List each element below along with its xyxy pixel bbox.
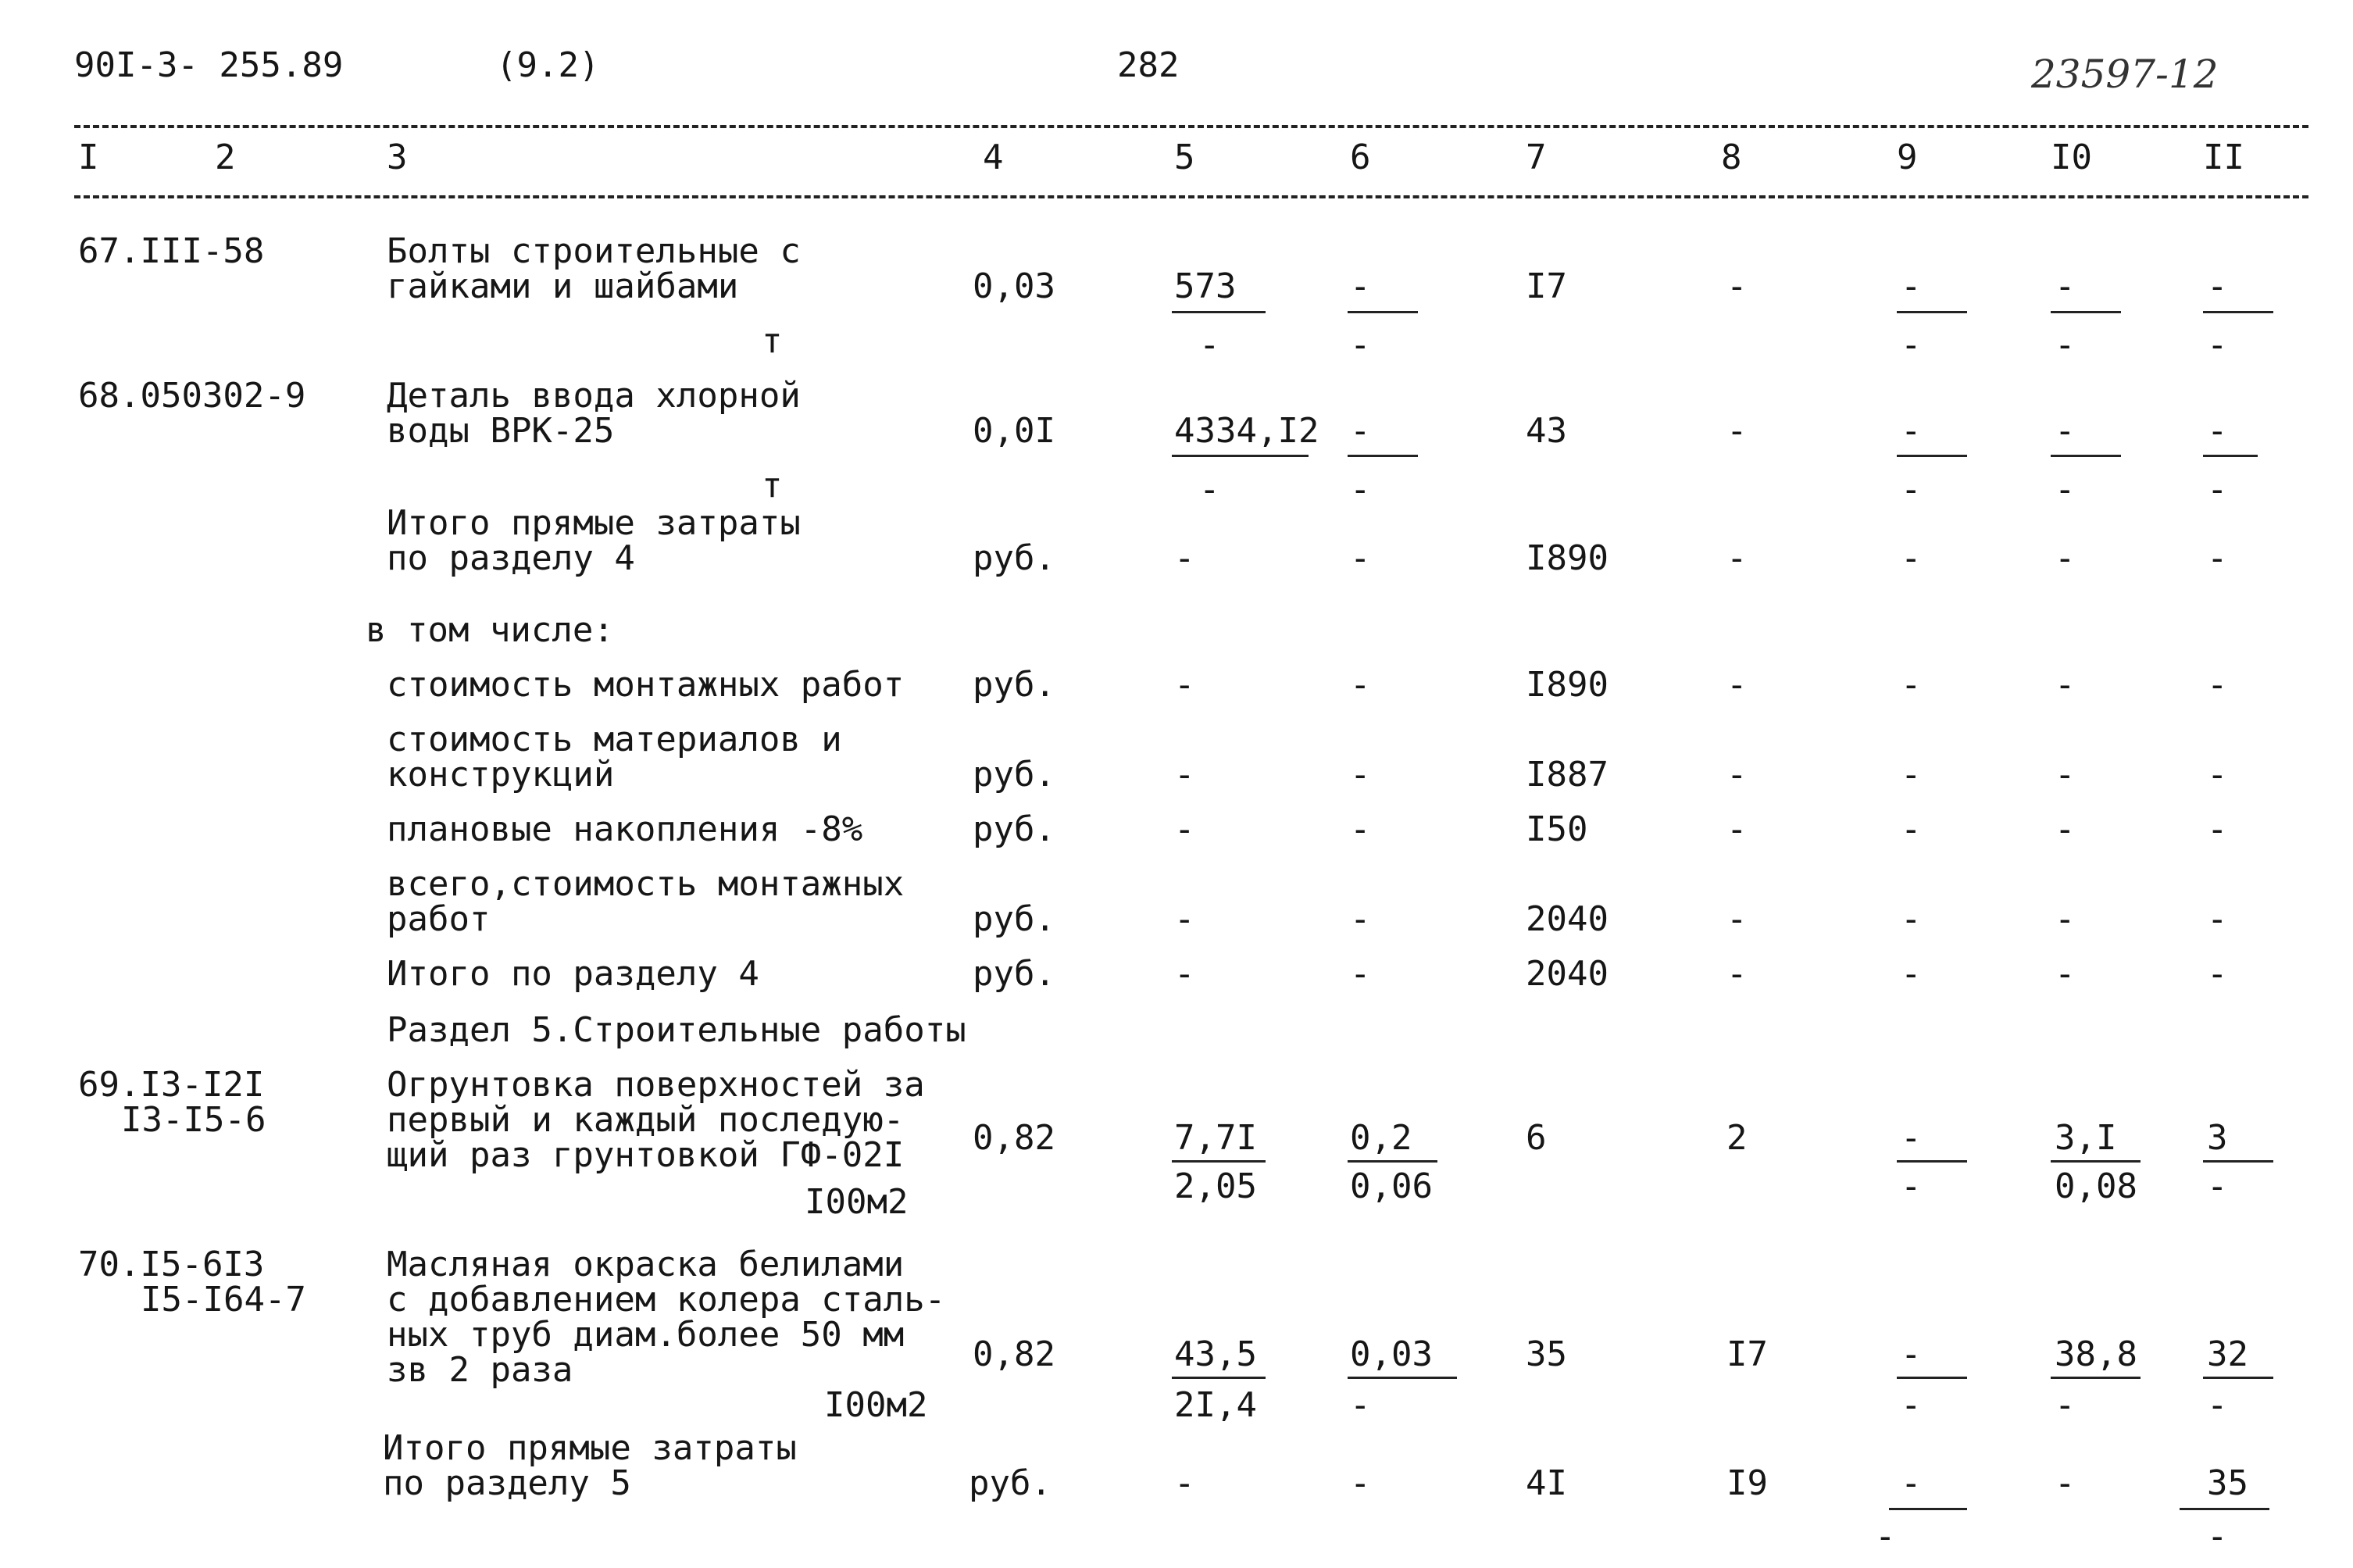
cell-col10: - [2055,266,2076,306]
cell-col6-sub: 0,06 [1350,1166,1433,1206]
handwritten-code: 23597-12 [2031,52,2219,97]
cell-col8: I9 [1726,1463,1768,1503]
cell-col6: - [1350,755,1371,795]
cell-col7: I890 [1526,538,1609,578]
row-code: I3-I5-6 [121,1100,266,1140]
cell-col5: 43,5 [1174,1334,1257,1374]
row-description: Масляная окраска белилами [387,1245,905,1284]
cell-underline [2180,1508,2269,1510]
col-header-9: 9 [1897,138,1918,177]
cell-col5-sub: 2,05 [1174,1166,1257,1206]
row-unit: т [762,466,783,505]
cell-col6: - [1350,899,1371,939]
cell-col6-sub: - [1350,325,1371,365]
cell-col6: - [1350,538,1371,578]
row-description: по разделу 5 [383,1463,631,1503]
row-description: первый и каждый последую- [387,1100,905,1140]
cell-col8: 2 [1726,1118,1748,1158]
row-description: с добавлением колера сталь- [387,1280,946,1320]
cell-col11: - [2207,411,2228,451]
cell-col11: - [2207,266,2228,306]
col-header-8: 8 [1721,138,1742,177]
row-unit: руб. [973,755,1055,795]
cell-col7: 2040 [1526,954,1609,994]
cell-col9: - [1901,954,1922,994]
document-number: 90I-3- 255.89 [74,45,344,85]
cell-col6-sub: - [1350,470,1371,509]
row-unit: I00м2 [824,1385,928,1425]
cell-col5-sub: 2I,4 [1174,1385,1257,1425]
cell-col9: - [1901,755,1922,795]
cell-col10: - [2055,809,2076,849]
cell-col5: - [1174,954,1195,994]
row-unit: руб. [973,665,1055,705]
cell-col8: I7 [1726,1334,1768,1374]
row-description: Болты строительные с [387,231,801,271]
row-quantity: 0,82 [973,1118,1055,1158]
cell-col8: - [1726,899,1748,939]
cell-col7: 2040 [1526,899,1609,939]
cell-underline [2051,311,2121,313]
cell-col7: I887 [1526,755,1609,795]
col-header-4: 4 [983,138,1004,177]
cell-col11: 3 [2207,1118,2228,1158]
cell-col7: I50 [1526,809,1588,849]
cell-col9: - [1901,665,1922,705]
cell-col9: - [1901,899,1922,939]
cell-col10: 3,I [2055,1118,2117,1158]
row-description: стоимость материалов и [387,720,842,759]
page-number: 282 [1117,45,1180,85]
cell-underline [1348,1377,1457,1379]
cell-col6: - [1350,1463,1371,1503]
cell-col9: - [1901,809,1922,849]
cell-col6: - [1350,411,1371,451]
row-description: работ [387,899,491,939]
row-description: Итого прямые затраты [387,503,801,543]
cell-col9: - [1901,1118,1922,1158]
cell-col11: 35 [2207,1463,2248,1503]
cell-col10: - [2055,538,2076,578]
cell-col11-sub: - [2207,1516,2228,1556]
cell-col7: I7 [1526,266,1567,306]
row-code: 69.I3-I2I [78,1065,265,1105]
row-description: гайками и шайбами [387,266,739,306]
cell-col10-sub: - [2055,325,2076,365]
cell-col8: - [1726,266,1748,306]
cell-col6: - [1350,954,1371,994]
row-unit: руб. [973,954,1055,994]
cell-col10: - [2055,899,2076,939]
cell-col7: 43 [1526,411,1567,451]
cell-col9-sub: - [1901,470,1922,509]
cell-underline [1172,311,1266,313]
cell-col5: 4334,I2 [1174,411,1319,451]
cell-col10: - [2055,411,2076,451]
row-description: плановые накопления -8% [387,809,863,849]
row-quantity: 0,03 [973,266,1055,306]
row-code: 70.I5-6I3 [78,1245,265,1284]
cell-col11: - [2207,809,2228,849]
col-header-1: I [78,138,99,177]
row-description: Огрунтовка поверхностей за [387,1065,925,1105]
cell-col10: - [2055,1463,2076,1503]
cell-col10: - [2055,954,2076,994]
row-description: конструкций [387,755,615,795]
cell-col11: 32 [2207,1334,2248,1374]
cell-col9-sub: - [1901,325,1922,365]
cell-col10-sub: - [2055,470,2076,509]
cell-col11-sub: - [2207,470,2228,509]
row-quantity: 0,0I [973,411,1055,451]
cell-underline [1172,1377,1266,1379]
row-description: воды ВРК-25 [387,411,615,451]
header-rule-bottom [74,195,2308,198]
cell-underline [2051,455,2121,457]
cell-col8: - [1726,809,1748,849]
cell-col10: - [2055,755,2076,795]
cell-col11-sub: - [2207,1166,2228,1206]
row-description: зв 2 раза [387,1350,573,1390]
cell-col9-sub: - [1875,1516,1896,1556]
cell-col9-sub: - [1901,1166,1922,1206]
cell-col10-sub: - [2055,1385,2076,1425]
row-unit: руб. [973,809,1055,849]
cell-col5: - [1174,665,1195,705]
cell-col5: - [1174,538,1195,578]
cell-col11: - [2207,954,2228,994]
row-unit: руб. [973,538,1055,578]
row-code: 68.050302-9 [78,376,306,416]
cell-underline [2051,1160,2141,1163]
section-number: (9.2) [496,45,600,85]
cell-col5-sub: - [1199,470,1220,509]
row-description: Итого прямые затраты [383,1428,797,1468]
col-header-2: 2 [215,138,236,177]
header-rule-top [74,125,2308,128]
cell-col11: - [2207,755,2228,795]
row-unit: I00м2 [805,1182,909,1222]
row-description: Деталь ввода хлорной [387,376,801,416]
cell-col11: - [2207,899,2228,939]
cell-col11-sub: - [2207,1385,2228,1425]
row-description: ных труб диам.более 50 мм [387,1315,905,1355]
cell-col6: - [1350,665,1371,705]
cell-col8: - [1726,755,1748,795]
col-header-6: 6 [1350,138,1371,177]
cell-col8: - [1726,665,1748,705]
cell-col10: 38,8 [2055,1334,2137,1374]
cell-underline [2203,455,2258,457]
cell-col9: - [1901,1334,1922,1374]
col-header-11: II [2203,138,2244,177]
cell-underline [1897,1377,1967,1379]
cell-col5: - [1174,899,1195,939]
cell-underline [2203,1377,2273,1379]
including-label: в том числе: [366,610,614,650]
cell-underline [1172,455,1309,457]
cell-col7: 6 [1526,1118,1547,1158]
col-header-5: 5 [1174,138,1195,177]
cell-underline [2203,1160,2273,1163]
row-unit: руб. [969,1463,1052,1503]
cell-col11-sub: - [2207,325,2228,365]
cell-col5-sub: - [1199,325,1220,365]
section-title: Раздел 5.Строительные работы [387,1010,966,1050]
cell-underline [1897,1160,1967,1163]
row-code: I5-I64-7 [141,1280,306,1320]
cell-col8: - [1726,954,1748,994]
row-description: по разделу 4 [387,538,635,578]
cell-underline [1889,1508,1967,1510]
col-header-7: 7 [1526,138,1547,177]
row-code: 67.III-58 [78,231,265,271]
col-header-3: 3 [387,138,408,177]
cell-col6: 0,03 [1350,1334,1433,1374]
row-unit: руб. [973,899,1055,939]
col-header-10: I0 [2051,138,2092,177]
cell-col10-sub: 0,08 [2055,1166,2137,1206]
row-description: стоимость монтажных работ [387,665,905,705]
cell-col9: - [1901,411,1922,451]
cell-underline [1348,455,1418,457]
cell-underline [1348,1160,1437,1163]
cell-underline [1172,1160,1266,1163]
cell-col9-sub: - [1901,1385,1922,1425]
cell-underline [1897,311,1967,313]
cell-col9: - [1901,266,1922,306]
cell-col6: - [1350,266,1371,306]
row-description: Итого по разделу 4 [387,954,759,994]
cell-col5: 573 [1174,266,1237,306]
cell-underline [1897,455,1967,457]
cell-col6: - [1350,809,1371,849]
cell-col10: - [2055,665,2076,705]
cell-underline [1348,311,1418,313]
cell-col7: 4I [1526,1463,1567,1503]
cell-underline [2203,311,2273,313]
row-description: щий раз грунтовкой ГФ-02I [387,1135,905,1175]
cell-col11: - [2207,665,2228,705]
cell-col11: - [2207,538,2228,578]
cell-underline [2051,1377,2141,1379]
cell-col9: - [1901,538,1922,578]
row-description: всего,стоимость монтажных [387,864,905,904]
cell-col8: - [1726,411,1748,451]
cell-col9: - [1901,1463,1922,1503]
row-quantity: 0,82 [973,1334,1055,1374]
cell-col5: 7,7I [1174,1118,1257,1158]
cell-col7: 35 [1526,1334,1567,1374]
cell-col5: - [1174,1463,1195,1503]
cell-col6: 0,2 [1350,1118,1412,1158]
cell-col8: - [1726,538,1748,578]
cell-col7: I890 [1526,665,1609,705]
cell-col5: - [1174,755,1195,795]
cell-col6-sub: - [1350,1385,1371,1425]
row-unit: т [762,321,783,361]
cell-col5: - [1174,809,1195,849]
